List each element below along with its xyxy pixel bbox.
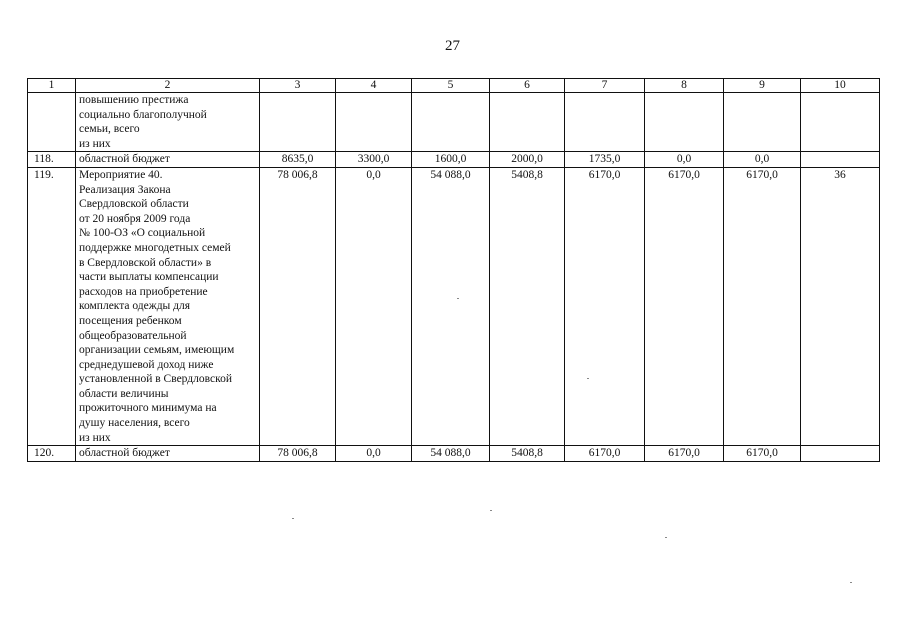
scan-speck bbox=[490, 510, 492, 511]
cell-value bbox=[336, 93, 412, 152]
cell-value: 78 006,8 bbox=[260, 167, 336, 445]
table-row bbox=[28, 446, 880, 462]
column-header: 10 bbox=[801, 79, 880, 93]
table-row bbox=[28, 167, 880, 445]
row-description: повышению престижа социально благополучной семьи, всего из них bbox=[76, 93, 260, 152]
cell-value bbox=[801, 446, 880, 462]
column-header: 5 bbox=[412, 79, 490, 93]
row-description: областной бюджет bbox=[76, 446, 260, 462]
column-header: 2 bbox=[76, 79, 260, 93]
cell-value: 54 088,0 bbox=[412, 446, 490, 462]
row-number: 120. bbox=[28, 446, 76, 462]
table-row bbox=[28, 93, 880, 152]
column-header: 3 bbox=[260, 79, 336, 93]
cell-value: 36 bbox=[801, 167, 880, 445]
scan-speck bbox=[457, 298, 459, 299]
cell-value: 0,0 bbox=[336, 446, 412, 462]
cell-value bbox=[724, 93, 801, 152]
row-description: областной бюджет bbox=[76, 152, 260, 168]
column-header: 1 bbox=[28, 79, 76, 93]
cell-value: 1735,0 bbox=[565, 152, 645, 168]
cell-value: 6170,0 bbox=[645, 446, 724, 462]
cell-value bbox=[801, 93, 880, 152]
cell-value bbox=[645, 93, 724, 152]
cell-value: 6170,0 bbox=[645, 167, 724, 445]
scan-speck bbox=[850, 582, 852, 583]
cell-value bbox=[565, 93, 645, 152]
cell-value: 2000,0 bbox=[490, 152, 565, 168]
cell-value: 0,0 bbox=[336, 167, 412, 445]
cell-value: 78 006,8 bbox=[260, 446, 336, 462]
row-number: 119. bbox=[28, 167, 76, 445]
cell-value: 3300,0 bbox=[336, 152, 412, 168]
cell-value: 0,0 bbox=[645, 152, 724, 168]
cell-value: 6170,0 bbox=[565, 446, 645, 462]
cell-value: 6170,0 bbox=[565, 167, 645, 445]
column-header: 9 bbox=[724, 79, 801, 93]
table-row bbox=[28, 152, 880, 168]
row-number: 118. bbox=[28, 152, 76, 168]
page-number: 27 bbox=[445, 38, 460, 54]
column-header: 4 bbox=[336, 79, 412, 93]
cell-value: 5408,8 bbox=[490, 446, 565, 462]
row-description: Мероприятие 40. Реализация Закона Свердловской области от 20 ноября 2009 года № 100-ОЗ «О социальной поддержке многодетных семей в Свердловской области» в части выплаты компенсации расходов на приобретение комплекта одежды для посещения ребенком общеобразовательной организации семьям, имеющим среднедушевой доход ниже установленной в Свердловской области величины прожиточного минимума на душу населения, всего из них bbox=[76, 167, 260, 445]
cell-value bbox=[801, 152, 880, 168]
column-header: 8 bbox=[645, 79, 724, 93]
column-header-row bbox=[28, 79, 880, 93]
cell-value bbox=[412, 93, 490, 152]
cell-value: 54 088,0 bbox=[412, 167, 490, 445]
scan-speck bbox=[665, 537, 667, 538]
cell-value: 0,0 bbox=[724, 152, 801, 168]
scan-speck bbox=[587, 378, 589, 379]
cell-value: 5408,8 bbox=[490, 167, 565, 445]
cell-value: 1600,0 bbox=[412, 152, 490, 168]
column-header: 7 bbox=[565, 79, 645, 93]
cell-value bbox=[260, 93, 336, 152]
cell-value: 8635,0 bbox=[260, 152, 336, 168]
scan-speck bbox=[292, 518, 294, 519]
row-number bbox=[28, 93, 76, 152]
budget-table bbox=[27, 78, 880, 462]
cell-value: 6170,0 bbox=[724, 446, 801, 462]
cell-value bbox=[490, 93, 565, 152]
cell-value: 6170,0 bbox=[724, 167, 801, 445]
column-header: 6 bbox=[490, 79, 565, 93]
